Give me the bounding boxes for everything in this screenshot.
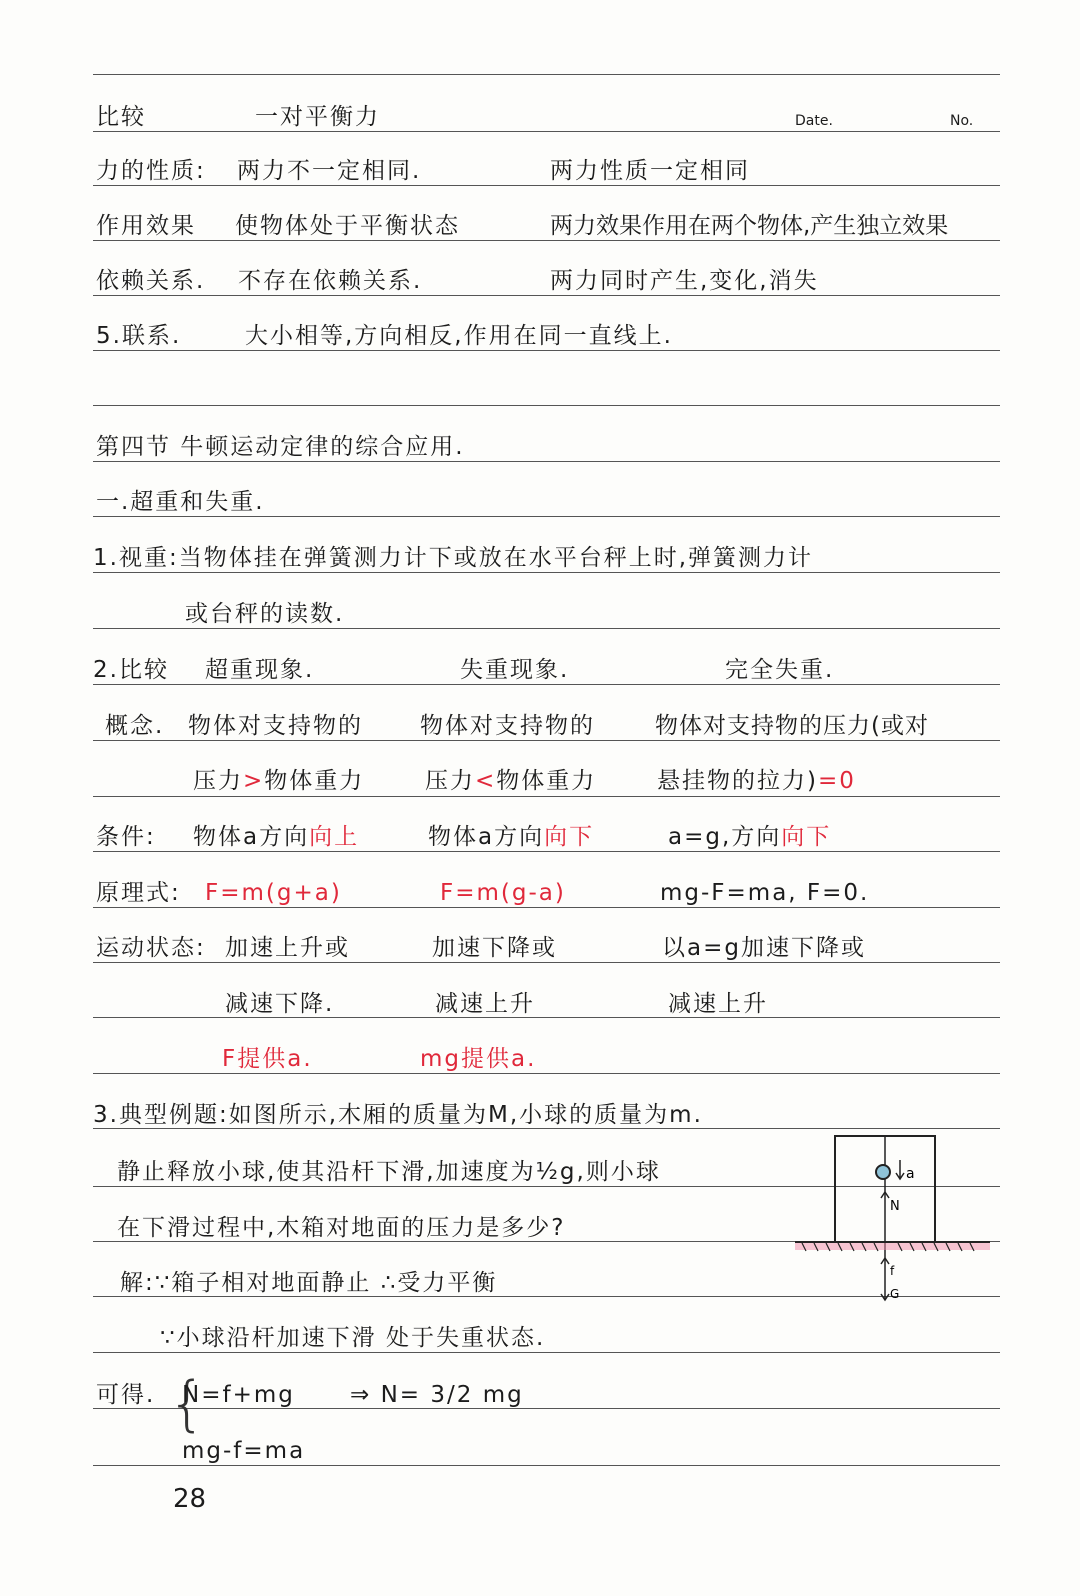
text: 向上 xyxy=(309,824,360,850)
page-number: 28 xyxy=(173,1484,207,1514)
column-title: 一对平衡力 xyxy=(255,104,380,130)
ball xyxy=(876,1165,890,1179)
rule-line xyxy=(93,185,1000,186)
concept-2b xyxy=(425,770,596,793)
concept-3a: 物体对支持物的压力(或对 xyxy=(655,713,929,739)
rule-line xyxy=(93,295,1000,296)
row-col-b: 两力性质一定相同 xyxy=(550,158,750,184)
chapter-title: 第四节 牛顿运动定律的综合应用. xyxy=(96,434,465,460)
equals-zero: =0 xyxy=(817,768,856,794)
rule-line xyxy=(93,74,1000,75)
row-col-b: 两力效果作用在两个物体,产生独立效果 xyxy=(550,213,949,239)
item1-line2: 或台秤的读数. xyxy=(185,601,345,627)
acceleration-arrow-icon xyxy=(896,1160,904,1179)
compare2-label: 2.比较 xyxy=(93,657,169,683)
rule-line xyxy=(93,796,1000,797)
rule-line xyxy=(93,240,1000,241)
rule-line xyxy=(93,962,1000,963)
concept-1a: 物体对支持物的 xyxy=(188,713,363,739)
rule-line xyxy=(93,516,1000,517)
condition-label: 条件: xyxy=(96,824,156,850)
row-label: 作用效果 xyxy=(96,213,196,239)
rule-line xyxy=(93,131,1000,132)
motion-2b: 减速上升 xyxy=(435,991,535,1017)
label-G: G xyxy=(890,1287,900,1301)
equation-1: N=f+mg xyxy=(182,1382,295,1408)
compare-label: 比较 xyxy=(96,104,146,130)
condition-3 xyxy=(668,826,831,849)
text: 物体重力 xyxy=(496,768,597,794)
rule-line xyxy=(93,1352,1000,1353)
row-label: 力的性质: xyxy=(96,158,206,184)
rule-line xyxy=(93,851,1000,852)
condition-2 xyxy=(428,826,594,849)
concept-label: 概念. xyxy=(105,713,165,739)
less-sign: < xyxy=(475,768,497,794)
brace: { xyxy=(168,1369,207,1439)
solution-line1: 解:∵箱子相对地面静止 ∴受力平衡 xyxy=(120,1270,498,1296)
solution-line2: ∵小球沿杆加速下滑 处于失重状态. xyxy=(160,1325,546,1351)
label-f: f xyxy=(890,1264,895,1278)
rule-line xyxy=(93,461,1000,462)
text: 物体重力 xyxy=(264,768,365,794)
header-overweight: 超重现象. xyxy=(205,657,315,683)
condition-1 xyxy=(193,826,359,849)
concept-3b xyxy=(657,770,856,793)
rule-line xyxy=(93,405,1000,406)
row-col-a: 不存在依赖关系. xyxy=(238,268,423,294)
motion-3b: 减速上升 xyxy=(668,991,768,1017)
formula-label: 原理式: xyxy=(96,880,181,906)
rule-line xyxy=(93,628,1000,629)
note-2: mg提供a. xyxy=(420,1046,537,1072)
formula-3: mg-F=ma, F=0. xyxy=(660,880,870,906)
rule-line xyxy=(93,572,1000,573)
equation-2: mg-f=ma xyxy=(182,1438,306,1464)
header-weightless: 失重现象. xyxy=(460,657,570,683)
text: 物体a方向 xyxy=(193,824,310,850)
concept-2a: 物体对支持物的 xyxy=(420,713,595,739)
box-ball-diagram xyxy=(790,1130,1000,1310)
row-col-a: 大小相等,方向相反,作用在同一直线上. xyxy=(245,323,673,349)
rule-line xyxy=(93,350,1000,351)
rule-line xyxy=(93,1408,1000,1409)
text: a=g,方向 xyxy=(668,824,782,850)
rule-line xyxy=(93,907,1000,908)
row-label: 依赖关系. xyxy=(96,268,206,294)
rule-line xyxy=(93,740,1000,741)
text: 压力 xyxy=(425,768,475,794)
motion-label: 运动状态: xyxy=(96,935,206,961)
formula-1: F=m(g+a) xyxy=(205,880,342,906)
text: 向下 xyxy=(544,824,595,850)
text: 悬挂物的拉力) xyxy=(657,768,818,794)
header-complete-weightless: 完全失重. xyxy=(725,657,835,683)
row-col-a: 使物体处于平衡状态 xyxy=(235,213,460,239)
subtitle: 一.超重和失重. xyxy=(96,489,265,515)
rule-line xyxy=(93,1465,1000,1466)
row-col-b: 两力同时产生,变化,消失 xyxy=(550,268,819,294)
example-line3: 在下滑过程中,木箱对地面的压力是多少? xyxy=(117,1215,566,1241)
motion-1b: 减速下降. xyxy=(225,991,335,1017)
motion-3a: 以a=g加速下降或 xyxy=(662,935,866,961)
greater-sign: > xyxy=(243,768,265,794)
label-a: a xyxy=(906,1166,915,1182)
text: 压力 xyxy=(193,768,243,794)
rule-line xyxy=(93,1017,1000,1018)
note-1: F提供a. xyxy=(222,1046,313,1072)
text: 物体a方向 xyxy=(428,824,545,850)
rule-line xyxy=(93,1128,1000,1129)
concept-1b xyxy=(193,770,364,793)
motion-2a: 加速下降或 xyxy=(432,935,557,961)
label-N: N xyxy=(890,1199,900,1214)
result-label: 可得. xyxy=(96,1382,156,1408)
example-line1: 3.典型例题:如图所示,木厢的质量为M,小球的质量为m. xyxy=(93,1102,703,1128)
date-label: Date. xyxy=(795,113,833,129)
row-col-a: 两力不一定相同. xyxy=(237,158,422,184)
equation-result: ⇒ N= 3/2 mg xyxy=(350,1382,524,1408)
row-label: 5.联系. xyxy=(96,323,182,349)
rule-line xyxy=(93,1073,1000,1074)
rule-line xyxy=(93,684,1000,685)
text: 向下 xyxy=(781,824,832,850)
motion-1a: 加速上升或 xyxy=(225,935,350,961)
no-label: No. xyxy=(950,113,974,129)
example-line2: 静止释放小球,使其沿杆下滑,加速度为½g,则小球 xyxy=(117,1159,661,1185)
formula-2: F=m(g-a) xyxy=(440,880,566,906)
item1-line1: 1.视重:当物体挂在弹簧测力计下或放在水平台秤上时,弹簧测力计 xyxy=(93,545,814,571)
